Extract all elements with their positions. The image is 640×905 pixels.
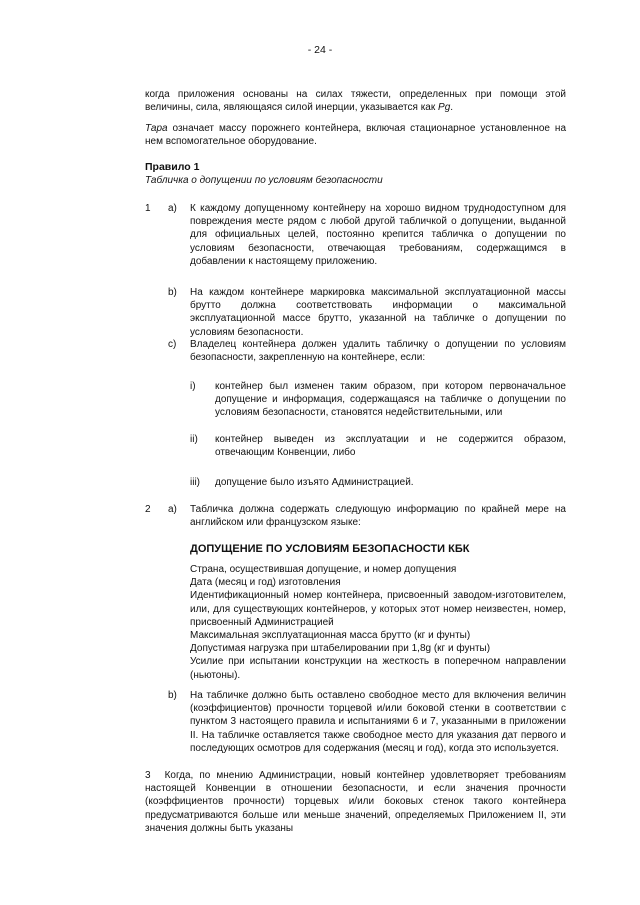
plate-field: Идентификационный номер контейнера, присвоенный заводом-изготовителем, или, для существующих контейнеров, у которых этот номер неизвестен, номер, присвоенный Администрацией <box>190 590 566 628</box>
item-1c-iii-text: допущение было изъято Администрацией. <box>215 477 414 488</box>
item-1b-text: На каждом контейнере маркировка максимальной эксплуатационной массы брутто должна соответствовать информации о максимальной эксплуатационной массе брутто, указанной на табличке о допущении по условиям безопасности. <box>190 287 566 338</box>
item-1a-label: a) <box>168 203 177 214</box>
intro-paragraph-2 <box>145 122 566 148</box>
item-1c-text: Владелец контейнера должен удалить табличку о допущении по условиям безопасности, закрепленную на контейнере, если: <box>190 339 566 364</box>
item-1c-label: c) <box>168 339 177 350</box>
plate-field: Максимальная эксплуатационная масса брутто (кг и фунты) <box>190 630 471 642</box>
item-1c-ii-label: ii) <box>190 434 198 445</box>
tare-definition: означает массу порожнего контейнера, включая стационарное установленное на нем вспомогательное оборудование. <box>145 123 566 148</box>
plate-field: Допустимая нагрузка при штабелировании при 1,8g (кг и фунты) <box>190 643 491 655</box>
item-1a-text: К каждому допущенному контейнеру на хорошо видном труднодоступном для повреждения месте рядом с любой другой табличкой о допущении, выданной для официальных целей, постоянно крепится табличка о допущении по условиям безопасности, отвечающая требованиям, содержащимся в добавлении к настоящему приложению. <box>190 203 566 267</box>
plate-fields <box>190 563 566 682</box>
item-1c-iii-label: iii) <box>190 477 200 488</box>
item-1c-i-label: i) <box>190 381 196 392</box>
rule-subtitle: Табличка о допущении по условиям безопасности <box>145 175 383 186</box>
plate-heading: ДОПУЩЕНИЕ ПО УСЛОВИЯМ БЕЗОПАСНОСТИ КБК <box>190 543 470 555</box>
item-1c-ii-text: контейнер выведен из эксплуатации и не содержится образом, отвечающим Конвенции, либо <box>215 434 566 459</box>
intro-text: когда приложения основаны на силах тяжести, определенных при помощи этой величины, сила, являющаяся силой инерции, указывается как <box>145 89 566 114</box>
item-number-2: 2 <box>145 504 151 515</box>
plate-field: Усилие при испытании конструкции на жесткость в поперечном направлении (ньютоны). <box>190 656 566 681</box>
item-number-3: 3 <box>145 770 151 781</box>
intro-paragraph-1 <box>145 88 566 114</box>
item-1c-i-text: контейнер был изменен таким образом, при котором первоначальное допущение и информация, содержащаяся на табличке о допущении по условиям безопасности, становятся недействительными, или <box>215 381 566 419</box>
intro-text-end: . <box>450 102 454 114</box>
plate-field: Страна, осуществившая допущение, и номер допущения <box>190 564 457 575</box>
plate-field: Дата (месяц и год) изготовления <box>190 577 341 589</box>
item-1b-label: b) <box>168 287 177 298</box>
page-number: - 24 - <box>307 44 333 56</box>
paragraph-3 <box>145 769 566 835</box>
rule-title: Правило 1 <box>145 161 200 173</box>
item-number-1: 1 <box>145 203 151 214</box>
paragraph-3-text: Когда, по мнению Администрации, новый контейнер удовлетворяет требованиям настоящей Конвенции в отношении безопасности, и если значения прочности (коэффициентов прочности) торцевых и/или боковых стенок такого контейнера предусматриваются больше или меньше значений, определяемых Приложением II, эти значения должны быть указаны <box>145 770 566 834</box>
item-2a-text: Табличка должна содержать следующую информацию по крайней мере на английском или французском языке: <box>190 504 566 529</box>
item-2b-text: На табличке должно быть оставлено свободное место для включения величин (коэффициентов) прочности торцевой и/или боковой стенки в соответствии с пунктом 3 настоящего правила и испытаниями 6 и 7, указанными в приложении II. На табличке оставляется также свободное место для указания дат первого и последующих осмотров для содержания (месяц и год), когда это используется. <box>190 690 566 754</box>
item-2b-label: b) <box>168 690 177 701</box>
intro-variable: Pg <box>438 102 451 114</box>
item-2a-label: a) <box>168 504 177 515</box>
tare-term: Тара <box>145 123 168 134</box>
